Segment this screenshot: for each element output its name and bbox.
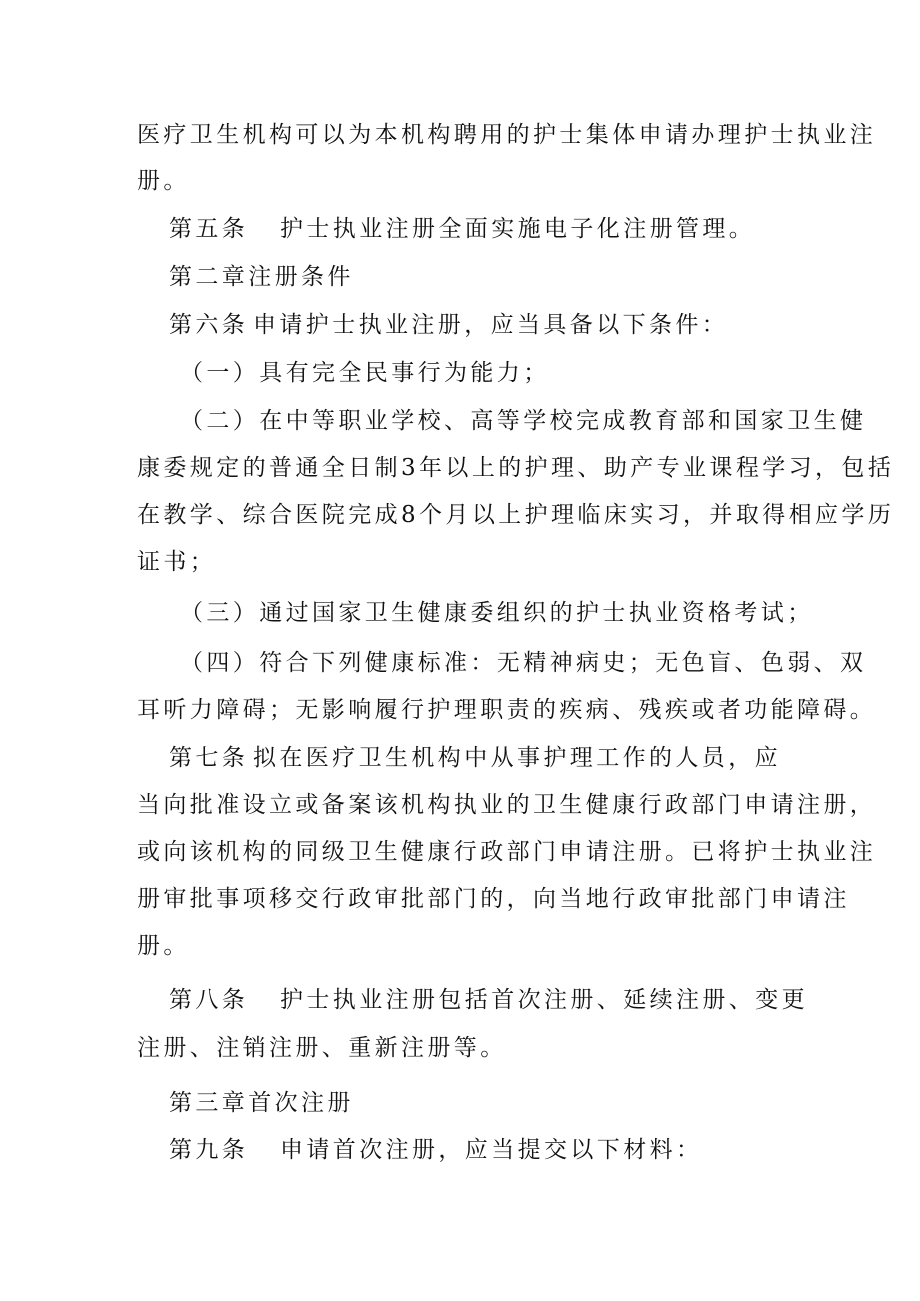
paragraph-line: 册审批事项移交行政审批部门的，向当地行政审批部门申请注: [137, 886, 850, 912]
paragraph-line: 在教学、综合医院完成8个月以上护理临床实习，并取得相应学历: [137, 502, 895, 528]
article-label: 第八条: [169, 987, 249, 1013]
article-label: 第六条: [169, 312, 249, 338]
list-item: （三）通过国家卫生健康委组织的护士执业资格考试；: [180, 600, 814, 626]
paragraph-line: 注册、注销注册、重新注册等。: [137, 1035, 507, 1061]
article-label: 第五条: [169, 216, 249, 242]
paragraph-line: 医疗卫生机构可以为本机构聘用的护士集体申请办理护士执业注: [137, 122, 877, 148]
article-label: 第九条: [169, 1137, 249, 1163]
article-text: 申请首次注册，应当提交以下材料：: [280, 1137, 703, 1163]
chapter-heading: 第三章首次注册: [169, 1090, 354, 1116]
paragraph-line: 或向该机构的同级卫生健康行政部门申请注册。已将护士执业注: [137, 839, 877, 865]
paragraph-line: 耳听力障碍；无影响履行护理职责的疾病、残疾或者功能障碍。: [137, 697, 877, 723]
paragraph-line: 当向批准设立或备案该机构执业的卫生健康行政部门申请注册，: [137, 792, 877, 818]
list-item: （四）符合下列健康标准：无精神病史；无色盲、色弱、双: [180, 650, 867, 676]
article-text: 拟在医疗卫生机构中从事护理工作的人员，应: [253, 745, 781, 771]
paragraph-line: 册。: [137, 933, 190, 959]
article-text: 护士执业注册包括首次注册、延续注册、变更: [280, 987, 808, 1013]
paragraph-line: 册。: [137, 168, 190, 194]
article-text: 护士执业注册全面实施电子化注册管理。: [280, 216, 756, 242]
article-label: 第七条: [169, 745, 249, 771]
paragraph-line: 证书；: [137, 549, 217, 575]
list-item: （一）具有完全民事行为能力；: [180, 360, 550, 386]
article-text: 申请护士执业注册，应当具备以下条件：: [253, 312, 729, 338]
list-item: （二）在中等职业学校、高等学校完成教育部和国家卫生健: [180, 408, 867, 434]
paragraph-line: 康委规定的普通全日制3年以上的护理、助产专业课程学习，包括: [137, 455, 895, 481]
chapter-heading: 第二章注册条件: [169, 264, 354, 290]
